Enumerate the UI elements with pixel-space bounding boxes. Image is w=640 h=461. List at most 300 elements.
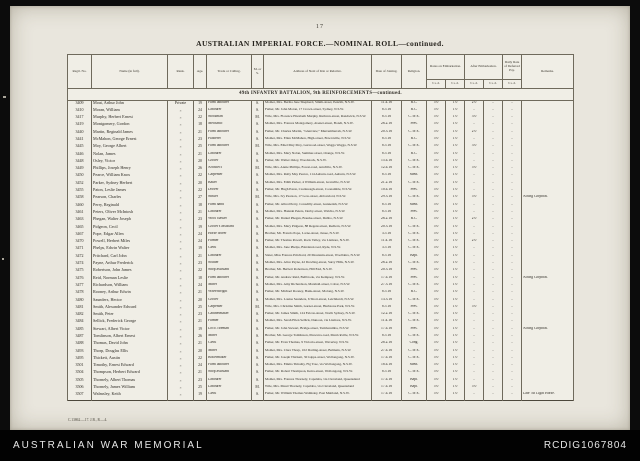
cell-trade: Soldier xyxy=(207,261,252,268)
cell-trade: Horse driver xyxy=(207,232,252,239)
cell-pay-2: 1 0 xyxy=(446,108,465,115)
header-lsd: £ s. d. xyxy=(484,80,503,89)
cell-religion: R.C. xyxy=(402,100,427,108)
cell-date-joining: 17.4.16 xyxy=(372,392,402,400)
cell-date-joining: 17.4.16 xyxy=(372,276,402,283)
cell-pay-4: .. xyxy=(484,254,503,261)
cell-pay-5: .. xyxy=(503,115,522,122)
cell-pay-5: .. xyxy=(503,122,522,129)
cell-religion: C. of E. xyxy=(402,232,427,239)
cell-religion: Pres. xyxy=(402,210,427,217)
cell-pay-4: .. xyxy=(484,181,503,188)
cell-pay-3: .. xyxy=(465,298,484,305)
cell-pay-4: .. xyxy=(484,108,503,115)
cell-religion: C. of E. xyxy=(402,181,427,188)
cell-pay-1: 5 0 xyxy=(427,312,446,319)
cell-next-of-kin: Mother, Mrs. Mary Pidgeon, 88 Regent-street, Redfern, N.S.W. xyxy=(264,225,372,232)
cell-name: Tomlinson, Albert Ernest xyxy=(92,334,168,341)
cell-pay-2: 1 0 xyxy=(446,239,465,246)
cell-pay-3: .. xyxy=(465,159,484,166)
header-pay-after-embarkation: After Embarkation. xyxy=(465,55,503,80)
cell-regtl-no: 3448 xyxy=(68,159,92,166)
cell-pay-1: 5 0 xyxy=(427,327,446,334)
cell-marital: S. xyxy=(252,327,264,334)
cell-pay-2: 1 0 xyxy=(446,254,465,261)
cell-rank: „ xyxy=(168,319,194,326)
cell-name: Thompson, Herbert Edward xyxy=(92,370,168,377)
table-row xyxy=(68,195,574,202)
cell-age: 22 xyxy=(194,115,207,122)
cell-pay-4: .. xyxy=(484,305,503,312)
cell-remarks xyxy=(522,159,574,166)
cell-pay-3: .. xyxy=(465,203,484,210)
cell-trade: Carpenter xyxy=(207,305,252,312)
table-row xyxy=(68,188,574,195)
table-row xyxy=(68,385,574,392)
cell-trade: Miner xyxy=(207,283,252,290)
table-row xyxy=(68,130,574,137)
cell-religion: C. of E. xyxy=(402,130,427,137)
cell-pay-5: .. xyxy=(503,210,522,217)
cell-next-of-kin: Mother, Mrs. Alice Payne, 42 Dowling-street, Surry Hills, N.S.W. xyxy=(264,261,372,268)
cell-religion: Meth. xyxy=(402,173,427,180)
cell-pay-4: .. xyxy=(484,334,503,341)
cell-regtl-no: 3481 xyxy=(68,305,92,312)
cell-next-of-kin: Mother, Mrs. Clara Thorp, 102 Darling-street, Balmain, N.S.W. xyxy=(264,349,372,356)
table-row xyxy=(68,122,574,129)
cell-age: 20 xyxy=(194,298,207,305)
cell-pay-1: 5 0 xyxy=(427,385,446,392)
cell-name: Payne, Arthur Frederick xyxy=(92,261,168,268)
cell-date-joining: 8.5.16 xyxy=(372,144,402,151)
cell-pay-5: .. xyxy=(503,298,522,305)
cell-marital: S. xyxy=(252,378,264,385)
cell-pay-4: .. xyxy=(484,239,503,246)
cell-remarks xyxy=(522,334,574,341)
cell-regtl-no: 3472 xyxy=(68,254,92,261)
cell-marital: M. xyxy=(252,195,264,202)
cell-pay-1: 5 0 xyxy=(427,392,446,400)
cell-pay-3: .. xyxy=(465,370,484,377)
header-pay-embarkation: Rates on Embarkation. xyxy=(427,55,465,80)
cell-pay-2: 1 0 xyxy=(446,100,465,108)
cell-pay-2: 1 0 xyxy=(446,232,465,239)
cell-date-joining: 20.3.16 xyxy=(372,225,402,232)
cell-regtl-no: 3504 xyxy=(68,370,92,377)
cell-marital: S. xyxy=(252,100,264,108)
cell-date-joining: 11.4.16 xyxy=(372,319,402,326)
cell-trade: Grocer's assistant xyxy=(207,225,252,232)
cell-next-of-kin: Mother, Mrs. Louisa Saunders, 6 Short-street, Leichhardt, N.S.W. xyxy=(264,298,372,305)
cell-rank: „ xyxy=(168,392,194,400)
cell-next-of-kin: Wife, Mrs. Ethel May Moy, Gurwood-street, Wagga Wagga, N.S.W. xyxy=(264,144,372,151)
cell-marital: S. xyxy=(252,152,264,159)
table-row xyxy=(68,298,574,305)
cell-pay-3: .. xyxy=(465,225,484,232)
cell-pay-2: 1 0 xyxy=(446,268,465,275)
cell-pay-4: .. xyxy=(484,356,503,363)
cell-pay-1: 5 0 xyxy=(427,108,446,115)
header-lsd: £ s. d. xyxy=(446,80,465,89)
cell-pay-5: .. xyxy=(503,327,522,334)
cell-pay-3: .. xyxy=(465,108,484,115)
header-name: Name (in full). xyxy=(92,55,168,89)
cell-religion: C. of E. xyxy=(402,334,427,341)
cell-trade: Clerk xyxy=(207,341,252,348)
cell-next-of-kin: Father, Mr. Joseph Thickett, 30 Gipps-street, Wollongong, N.S.W. xyxy=(264,356,372,363)
cell-date-joining: 3.5.16 xyxy=(372,246,402,253)
cell-pay-4: .. xyxy=(484,130,503,137)
cell-pay-3: .. xyxy=(465,137,484,144)
cell-trade: Architect xyxy=(207,166,252,173)
cell-rank: „ xyxy=(168,283,194,290)
cell-age: 23 xyxy=(194,217,207,224)
cell-age: 20 xyxy=(194,349,207,356)
cell-date-joining: 17.4.16 xyxy=(372,356,402,363)
cell-name: Rooney, Arthur Edwin xyxy=(92,290,168,297)
cell-trade: Stockman xyxy=(207,115,252,122)
cell-age: 23 xyxy=(194,137,207,144)
cell-date-joining: 17.4.16 xyxy=(372,385,402,392)
cell-trade: Striker xyxy=(207,195,252,202)
cell-name: Phelps, Edwin Walter xyxy=(92,246,168,253)
table-row xyxy=(68,363,574,370)
film-speck xyxy=(3,96,6,98)
cell-next-of-kin: Father, Mr. James Smith, 124 Falcon-street, North Sydney, N.S.W. xyxy=(264,312,372,319)
cell-date-joining: 8.5.16 xyxy=(372,173,402,180)
cell-age: 24 xyxy=(194,108,207,115)
table-row xyxy=(68,159,574,166)
cell-pay-2: 1 0 xyxy=(446,276,465,283)
cell-pay-1: 5 0 xyxy=(427,268,446,275)
cell-date-joining: 8.5.16 xyxy=(372,305,402,312)
cell-marital: M. xyxy=(252,144,264,151)
table-row xyxy=(68,356,574,363)
table-row xyxy=(68,246,574,253)
cell-religion: Meth. xyxy=(402,363,427,370)
cell-regtl-no: 3461 xyxy=(68,210,92,217)
cell-date-joining: 17.4.16 xyxy=(372,378,402,385)
cell-name: Pearson, Charles xyxy=(92,195,168,202)
cell-pay-2: 1 0 xyxy=(446,305,465,312)
cell-marital: S. xyxy=(252,298,264,305)
cell-religion: C. of E. xyxy=(402,159,427,166)
cell-name: Moran, William xyxy=(92,108,168,115)
cell-regtl-no: 3440 xyxy=(68,130,92,137)
cell-pay-4: .. xyxy=(484,341,503,348)
cell-religion: Bapt. xyxy=(402,378,427,385)
cell-pay-5: .. xyxy=(503,356,522,363)
cell-age: 22 xyxy=(194,356,207,363)
cell-name: Moat, Arthur John xyxy=(92,100,168,108)
cell-rank: „ xyxy=(168,232,194,239)
cell-marital: S. xyxy=(252,283,264,290)
cell-next-of-kin: Father, Mr. Evan Thomas, 9 Victoria-street, Waverley, N.S.W. xyxy=(264,341,372,348)
cell-pay-4: .. xyxy=(484,290,503,297)
cell-trade: Farm labourer xyxy=(207,130,252,137)
cell-trade: Boilermaker xyxy=(207,356,252,363)
table-header-row xyxy=(68,55,574,80)
cell-pay-2: 1 0 xyxy=(446,290,465,297)
cell-age: 26 xyxy=(194,166,207,173)
cell-pay-5: .. xyxy=(503,181,522,188)
cell-pay-3: .. xyxy=(465,254,484,261)
cell-pay-3: .. xyxy=(465,334,484,341)
cell-age: 21 xyxy=(194,370,207,377)
cell-rank: „ xyxy=(168,334,194,341)
cell-rank: „ xyxy=(168,225,194,232)
cell-rank: „ xyxy=(168,246,194,253)
cell-pay-1: 5 0 xyxy=(427,137,446,144)
cell-date-joining: 8.5.16 xyxy=(372,290,402,297)
cell-pay-1: 5 0 xyxy=(427,130,446,137)
cell-religion: C. of E. xyxy=(402,392,427,400)
cell-marital: S. xyxy=(252,225,264,232)
cell-next-of-kin: Sister, Miss Frances Pritchard, 20 Mountain-street, Woollahra, N.S.W. xyxy=(264,254,372,261)
table-row xyxy=(68,210,574,217)
cell-trade: Farm hand xyxy=(207,203,252,210)
cell-date-joining: 17.4.16 xyxy=(372,327,402,334)
header-remarks: Remarks. xyxy=(522,55,574,89)
cell-pay-2: 1 0 xyxy=(446,166,465,173)
table-row xyxy=(68,290,574,297)
cell-pay-1: 5 0 xyxy=(427,349,446,356)
cell-regtl-no: 3488 xyxy=(68,341,92,348)
page-number: 17 xyxy=(316,24,324,30)
cell-pay-1: 5 0 xyxy=(427,239,446,246)
cell-age: 25 xyxy=(194,305,207,312)
cell-pay-1: 5 0 xyxy=(427,334,446,341)
cell-marital: S. xyxy=(252,210,264,217)
cell-pay-4: .. xyxy=(484,327,503,334)
cell-pay-3: 5 0 xyxy=(465,385,484,392)
cell-pay-5: .. xyxy=(503,363,522,370)
cell-rank: „ xyxy=(168,166,194,173)
cell-pay-5: .. xyxy=(503,159,522,166)
cell-trade: Carpenter xyxy=(207,173,252,180)
cell-next-of-kin: Wife, Mrs. Florence Elizabeth Murphy, Ruthven-street, Randwick, N.S.W. xyxy=(264,115,372,122)
cell-age: 24 xyxy=(194,283,207,290)
cell-pay-3: .. xyxy=(465,327,484,334)
cell-pay-1: 5 0 xyxy=(427,159,446,166)
cell-pay-5: .. xyxy=(503,276,522,283)
cell-remarks: Acting Corporal. xyxy=(522,195,574,202)
cell-remarks xyxy=(522,385,574,392)
cell-rank: „ xyxy=(168,181,194,188)
table-row xyxy=(68,217,574,224)
cell-pay-5: .. xyxy=(503,268,522,275)
cell-religion: C. of E. xyxy=(402,225,427,232)
cell-regtl-no: 3475 xyxy=(68,268,92,275)
cell-next-of-kin: Wife, Mrs. Annie Phillips, Forest-road, Arncliffe, N.S.W. xyxy=(264,166,372,173)
cell-next-of-kin: Mother, Mrs. Emma Timothy, Fig Tree, via Wollongong, N.S.W. xyxy=(264,363,372,370)
cell-religion: C. of E. xyxy=(402,319,427,326)
cell-date-joining: 11.4.16 xyxy=(372,100,402,108)
cell-marital: S. xyxy=(252,217,264,224)
scanned-page xyxy=(10,6,630,430)
cell-date-joining: 8.5.16 xyxy=(372,137,402,144)
cell-trade: Clerk xyxy=(207,246,252,253)
cell-age: 19 xyxy=(194,392,207,400)
cell-rank: „ xyxy=(168,290,194,297)
cell-pay-4: .. xyxy=(484,152,503,159)
cell-trade: Labourer xyxy=(207,152,252,159)
header-regtl-no: Regtl. No. xyxy=(68,55,92,89)
cell-age: 22 xyxy=(194,268,207,275)
cell-date-joining: 3.5.16 xyxy=(372,232,402,239)
cell-pay-5: .. xyxy=(503,108,522,115)
cell-pay-1: 5 0 xyxy=(427,217,446,224)
cell-marital: S. xyxy=(252,370,264,377)
cell-religion: Pres. xyxy=(402,268,427,275)
cell-pay-3: .. xyxy=(465,181,484,188)
cell-pay-2: 1 0 xyxy=(446,210,465,217)
header-religion: Religion. xyxy=(402,55,427,89)
cell-religion: Bapt. xyxy=(402,254,427,261)
cell-pay-3: .. xyxy=(465,319,484,326)
cell-remarks xyxy=(522,283,574,290)
cell-date-joining: 11.4.16 xyxy=(372,239,402,246)
cell-remarks xyxy=(522,305,574,312)
cell-date-joining: 8.5.16 xyxy=(372,210,402,217)
cell-remarks xyxy=(522,115,574,122)
cell-religion: Meth. xyxy=(402,203,427,210)
cell-pay-4: .. xyxy=(484,298,503,305)
table-row xyxy=(68,327,574,334)
table-row xyxy=(68,239,574,246)
cell-rank: „ xyxy=(168,115,194,122)
cell-rank: „ xyxy=(168,173,194,180)
cell-marital: S. xyxy=(252,261,264,268)
cell-pay-5: .. xyxy=(503,203,522,210)
cell-date-joining: 18.4.16 xyxy=(372,363,402,370)
cell-pay-1: 5 0 xyxy=(427,378,446,385)
image-id: RCDIG1067804 xyxy=(543,440,627,451)
cell-pay-5: .. xyxy=(503,305,522,312)
header-trade: Trade or Calling. xyxy=(207,55,252,89)
cell-pay-1: 5 0 xyxy=(427,363,446,370)
cell-next-of-kin: Father, Mr. John Moran, 17 Crown-street, Sydney, N.S.W. xyxy=(264,108,372,115)
cell-rank: „ xyxy=(168,305,194,312)
cell-date-joining: 26.2.16 xyxy=(372,217,402,224)
cell-pay-1: 5 0 xyxy=(427,100,446,108)
cell-pay-5: .. xyxy=(503,173,522,180)
cell-pay-3: .. xyxy=(465,122,484,129)
cell-regtl-no: 3419 xyxy=(68,122,92,129)
cell-rank: „ xyxy=(168,378,194,385)
cell-regtl-no: 3417 xyxy=(68,115,92,122)
table-row xyxy=(68,276,574,283)
cell-remarks xyxy=(522,122,574,129)
cell-next-of-kin: Father, Mr. Alfred Perry, Conadilly-street, Gunnedah, N.S.W. xyxy=(264,203,372,210)
cell-date-joining: 20.3.16 xyxy=(372,268,402,275)
cell-next-of-kin: Father, Mr. Walter Osley, Woodstock, N.S.W. xyxy=(264,159,372,166)
cell-pay-5: .. xyxy=(503,166,522,173)
cell-pay-4: .. xyxy=(484,370,503,377)
cell-trade: Plasterer xyxy=(207,137,252,144)
cell-regtl-no: 3495 xyxy=(68,356,92,363)
cell-name: Sellick, Frederick George xyxy=(92,319,168,326)
cell-pay-3: .. xyxy=(465,232,484,239)
cell-next-of-kin: Wife, Mrs. Christina Smith, Garnet-street, Hurlstone Park, N.S.W. xyxy=(264,305,372,312)
cell-name: Robertson, John James xyxy=(92,268,168,275)
cell-trade: Farmer xyxy=(207,319,252,326)
table-row xyxy=(68,378,574,385)
cell-remarks xyxy=(522,225,574,232)
cell-date-joining: 13.3.16 xyxy=(372,298,402,305)
cell-age: 23 xyxy=(194,312,207,319)
cell-religion: Pres. xyxy=(402,276,427,283)
cell-pay-4: .. xyxy=(484,144,503,151)
cell-next-of-kin: Mother, Mrs. Jane Phelps, Blaxland-road, Ryde, N.S.W. xyxy=(264,246,372,253)
cell-religion: Pres. xyxy=(402,188,427,195)
cell-age: 21 xyxy=(194,319,207,326)
table-row xyxy=(68,166,574,173)
header-lsd: £ s. d. xyxy=(465,80,484,89)
cell-regtl-no: 3480 xyxy=(68,298,92,305)
nominal-roll-table-wrap xyxy=(67,54,573,401)
cell-pay-1: 5 0 xyxy=(427,298,446,305)
cell-pay-4: .. xyxy=(484,276,503,283)
cell-trade: Farm labourer xyxy=(207,100,252,108)
cell-pay-4: .. xyxy=(484,385,503,392)
cell-pay-5: .. xyxy=(503,261,522,268)
cell-name: Walmsley, Keith xyxy=(92,392,168,400)
cell-pay-4: .. xyxy=(484,349,503,356)
cell-regtl-no: 3478 xyxy=(68,290,92,297)
cell-pay-2: 1 0 xyxy=(446,225,465,232)
cell-rank: „ xyxy=(168,210,194,217)
cell-rank: „ xyxy=(168,276,194,283)
cell-next-of-kin: Brother, Mr. Francis Pope, Lorne-street, Junee, N.S.W. xyxy=(264,232,372,239)
table-row xyxy=(68,392,574,400)
cell-name: Perry, Reginald xyxy=(92,203,168,210)
cell-pay-2: 1 0 xyxy=(446,363,465,370)
cell-name: Osley, Victor xyxy=(92,159,168,166)
document-title: AUSTRALIAN IMPERIAL FORCE.—NOMINAL ROLL—continued. xyxy=(196,39,444,48)
cell-pay-3: .. xyxy=(465,173,484,180)
cell-remarks xyxy=(522,108,574,115)
cell-name: Montgomery, Gordon xyxy=(92,122,168,129)
cell-age: 20 xyxy=(194,181,207,188)
cell-pay-1: 5 0 xyxy=(427,319,446,326)
cell-religion: C. of E. xyxy=(402,312,427,319)
cell-rank: „ xyxy=(168,298,194,305)
cell-pay-1: 5 0 xyxy=(427,144,446,151)
cell-name: Parker, Sydney Herbert xyxy=(92,181,168,188)
cell-age: 21 xyxy=(194,341,207,348)
cell-next-of-kin: Father, Mr. Michael Rooney, Bank-street, Molong, N.S.W. xyxy=(264,290,372,297)
cell-remarks xyxy=(522,246,574,253)
cell-marital: S. xyxy=(252,312,264,319)
cell-pay-5: .. xyxy=(503,290,522,297)
cell-marital: S. xyxy=(252,254,264,261)
cell-pay-3: 5 0 xyxy=(465,305,484,312)
cell-pay-2: 1 0 xyxy=(446,319,465,326)
cell-marital: S. xyxy=(252,319,264,326)
archive-name: AUSTRALIAN WAR MEMORIAL xyxy=(13,440,204,451)
cell-remarks xyxy=(522,130,574,137)
cell-rank: „ xyxy=(168,122,194,129)
cell-remarks xyxy=(522,370,574,377)
cell-age: 22 xyxy=(194,188,207,195)
cell-pay-5: .. xyxy=(503,341,522,348)
cell-regtl-no: 3482 xyxy=(68,312,92,319)
cell-regtl-no: 3446 xyxy=(68,152,92,159)
cell-pay-2: 1 0 xyxy=(446,217,465,224)
cell-religion: C. of E. xyxy=(402,261,427,268)
cell-rank: „ xyxy=(168,327,194,334)
